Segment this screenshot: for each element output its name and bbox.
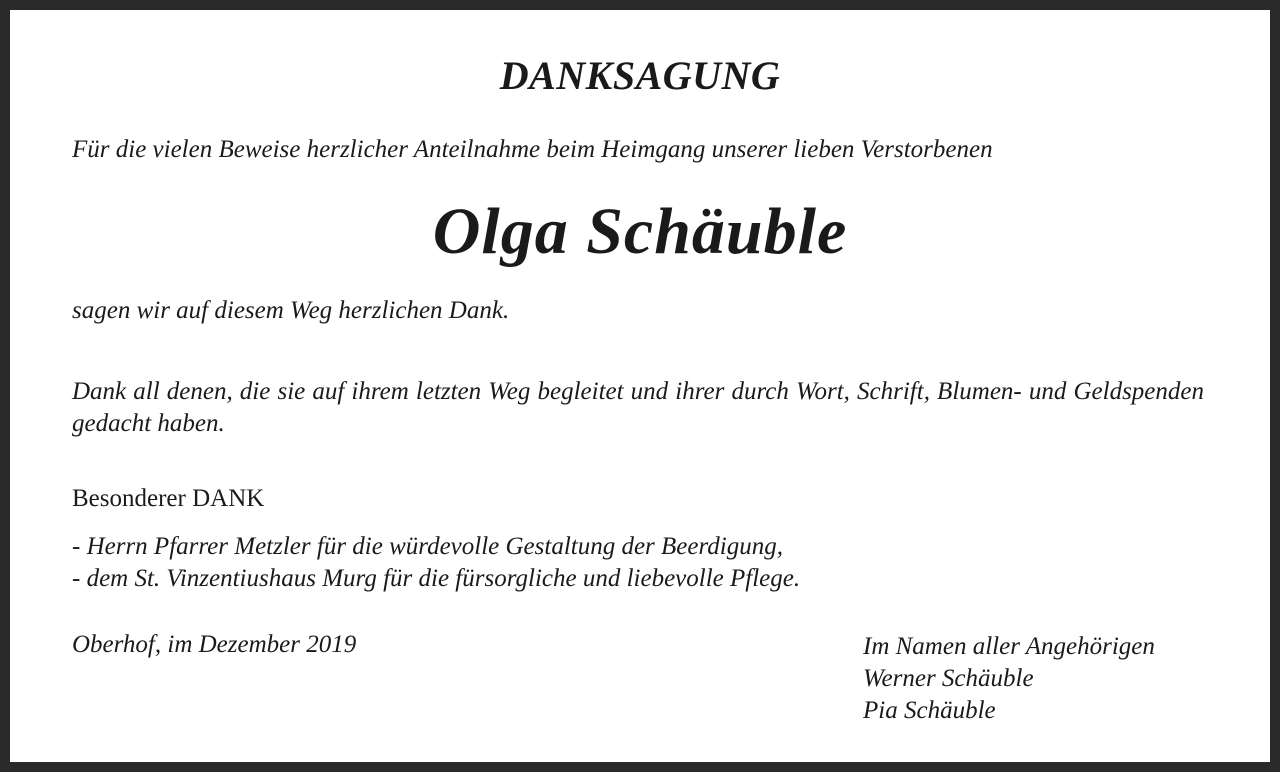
- signoff-name: Werner Schäuble: [863, 665, 1034, 692]
- signoff-block: [863, 631, 1155, 727]
- intro-text: Für die vielen Beweise herzlicher Anteilnahme beim Heimgang unserer lieben Verstorbenen: [72, 136, 993, 163]
- list-item: - Herrn Pfarrer Metzler für die würdevolle Gestaltung der Beerdigung,: [72, 533, 783, 560]
- signoff-line: Im Namen aller Angehörigen: [863, 633, 1155, 660]
- special-thanks-list: [72, 531, 800, 595]
- special-thanks-heading: Besonderer DANK: [72, 485, 265, 512]
- list-item: - dem St. Vinzentiushaus Murg für die fürsorgliche und liebevolle Pflege.: [72, 565, 801, 592]
- notice-title: DANKSAGUNG: [499, 53, 781, 98]
- thanks-line: sagen wir auf diesem Weg herzlichen Dank.: [72, 297, 510, 324]
- deceased-name: Olga Schäuble: [432, 195, 848, 268]
- thanks-paragraph: Dank all denen, die sie auf ihrem letzten Weg begleitet und ihrer durch Wort, Schrift, Blumen- und Geldspenden gedacht haben.: [72, 378, 1204, 437]
- place-date: Oberhof, im Dezember 2019: [72, 631, 357, 658]
- signoff-name: Pia Schäuble: [863, 697, 996, 724]
